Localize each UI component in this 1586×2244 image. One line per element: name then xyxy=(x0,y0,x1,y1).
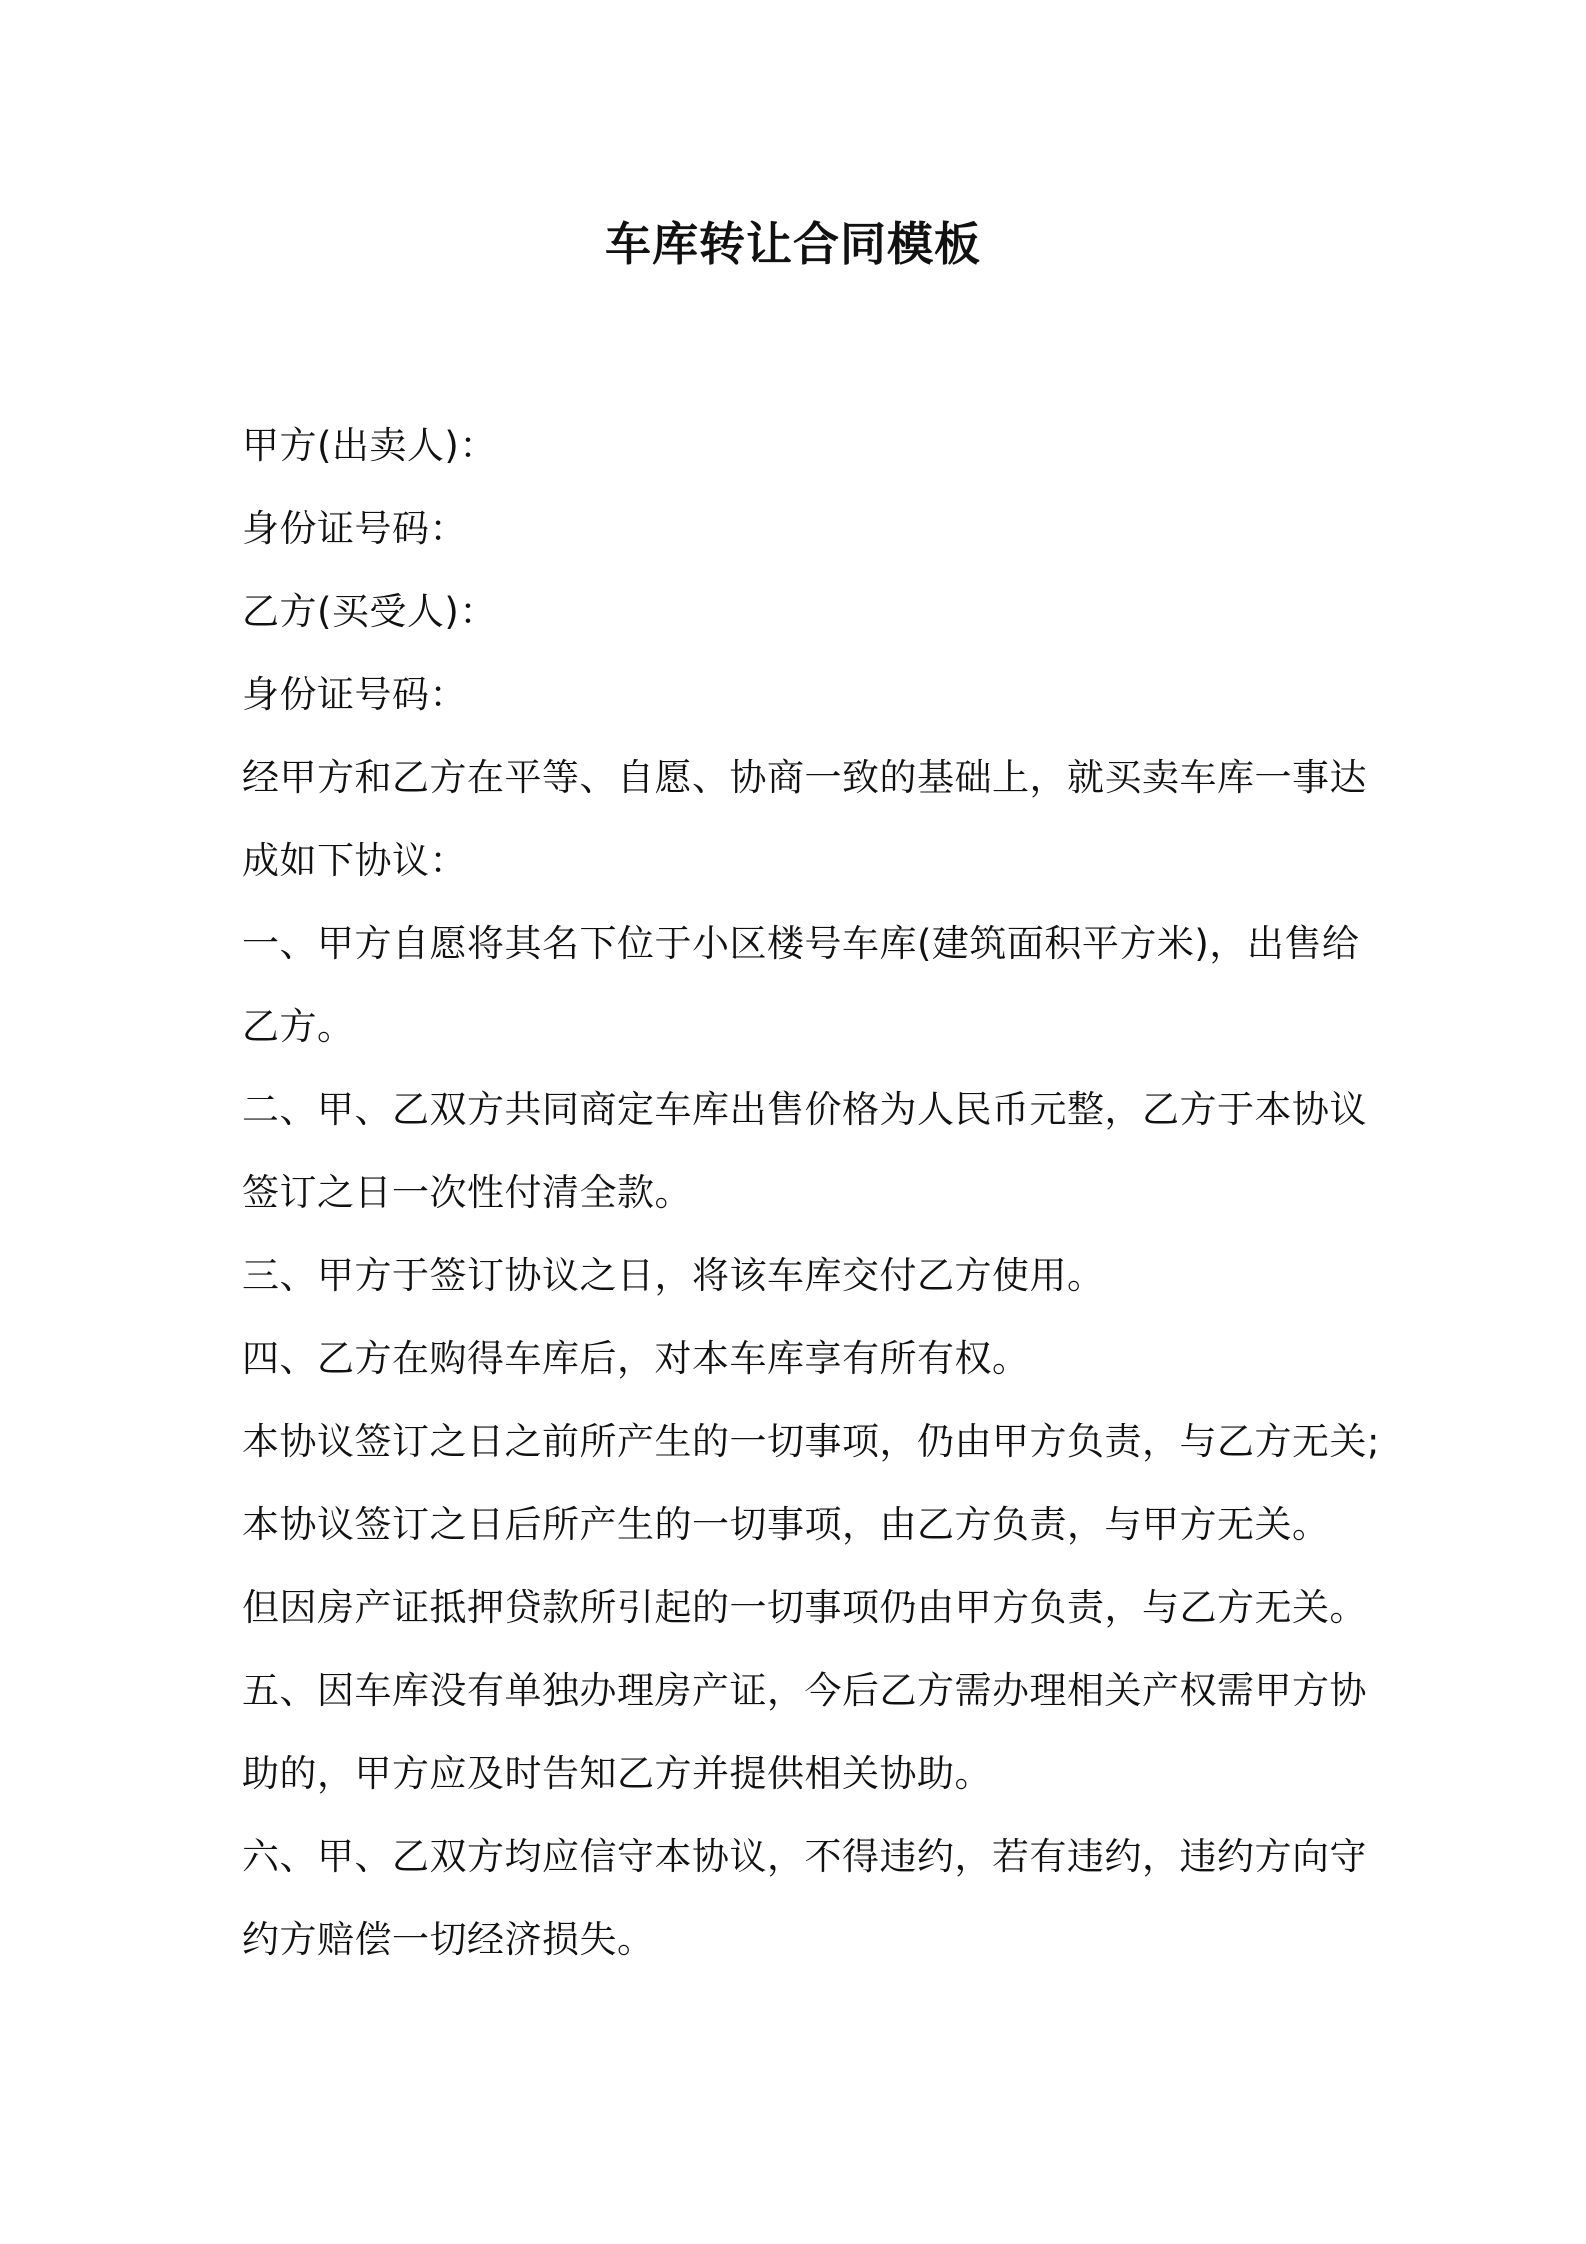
clause-1-line: 乙方。 xyxy=(242,1005,355,1048)
clause-4-line: 四、乙方在购得车库后，对本车库享有所有权。 xyxy=(242,1337,1030,1380)
document-body xyxy=(242,404,1380,1981)
party-a-id-line: 身份证号码： xyxy=(242,507,467,550)
clause-2-line: 二、甲、乙双方共同商定车库出售价格为人民币元整，乙方于本协议 xyxy=(242,1088,1367,1131)
party-b-id-line: 身份证号码： xyxy=(242,673,467,716)
preamble-line: 经甲方和乙方在平等、自愿、协商一致的基础上，就买卖车库一事达 xyxy=(242,756,1367,799)
clause-4-detail-line: 本协议签订之日后所产生的一切事项，由乙方负责，与甲方无关。 xyxy=(242,1503,1330,1546)
preamble-line: 成如下协议： xyxy=(242,839,467,882)
clause-5-line: 助的，甲方应及时告知乙方并提供相关协助。 xyxy=(242,1752,992,1795)
party-b-line: 乙方(买受人)： xyxy=(242,590,497,633)
clause-4-detail-line: 本协议签订之日之前所产生的一切事项，仍由甲方负责，与乙方无关; xyxy=(242,1420,1380,1463)
clause-3-line: 三、甲方于签订协议之日，将该车库交付乙方使用。 xyxy=(242,1254,1105,1297)
clause-5-line: 五、因车库没有单独办理房产证，今后乙方需办理相关产权需甲方协 xyxy=(242,1669,1367,1712)
document-title: 车库转让合同模板 xyxy=(605,217,981,271)
clause-6-line: 约方赔偿一切经济损失。 xyxy=(242,1918,655,1961)
clause-2-line: 签订之日一次性付清全款。 xyxy=(242,1171,692,1214)
party-a-line: 甲方(出卖人)： xyxy=(242,424,497,467)
clause-1-line: 一、甲方自愿将其名下位于小区楼号车库(建筑面积平方米)，出售给 xyxy=(242,922,1360,965)
clause-4-detail-line: 但因房产证抵押贷款所引起的一切事项仍由甲方负责，与乙方无关。 xyxy=(242,1586,1367,1629)
clause-6-line: 六、甲、乙双方均应信守本协议，不得违约，若有违约，违约方向守 xyxy=(242,1835,1367,1878)
